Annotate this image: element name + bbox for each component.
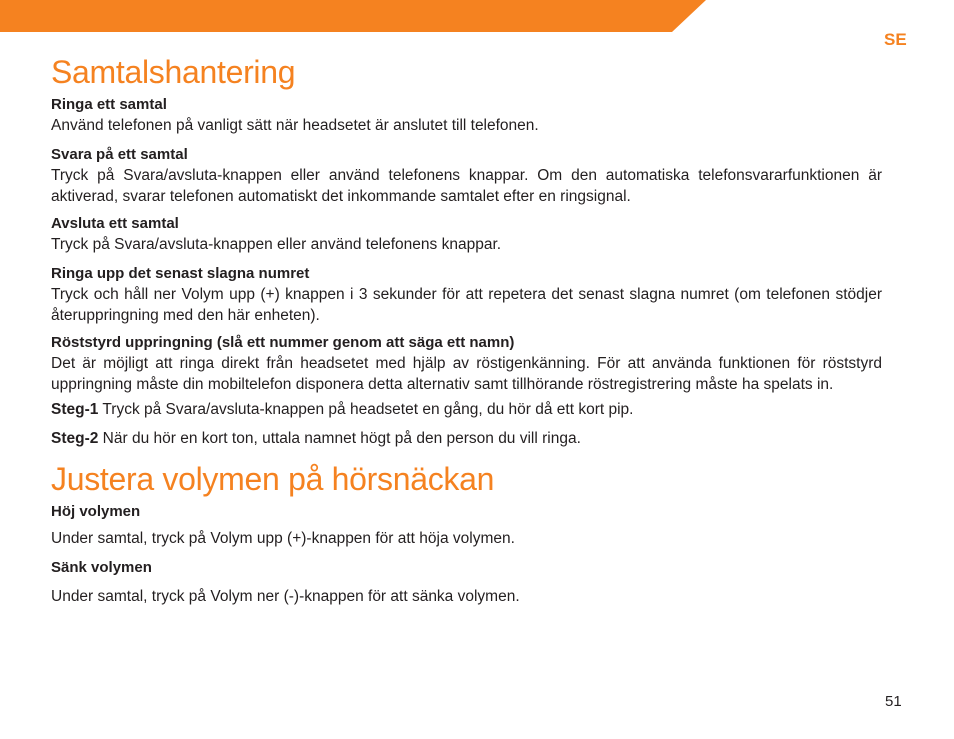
item-heading: Höj volymen — [51, 503, 141, 520]
item-heading: Avsluta ett samtal — [51, 215, 179, 232]
item-text: Under samtal, tryck på Volym ner (-)-knappen för att sänka volymen. — [51, 588, 520, 605]
item-heading: Ringa ett samtal — [51, 96, 167, 113]
item-volume-up — [51, 501, 882, 549]
page-number: 51 — [885, 693, 902, 710]
step-text: Tryck på Svara/avsluta-knappen på headsetet en gång, du hör då ett kort pip. — [98, 401, 634, 418]
step-label: Steg-1 — [51, 401, 99, 418]
item-text: Det är möjligt att ringa direkt från headsetet med hjälp av röstigenkänning. För att använda funktionen för röststyrd uppringning måste din mobiltelefon disponera detta alternativ samt tillhörande röstregistrering måste ha spelats in. — [51, 355, 882, 393]
item-heading: Svara på ett samtal — [51, 146, 188, 163]
item-heading: Ringa upp det senast slagna numret — [51, 265, 310, 282]
section-title-volume: Justera volymen på hörsnäckan — [51, 461, 495, 497]
item-text: Tryck och håll ner Volym upp (+) knappen i 3 sekunder för att repetera det senast slagna numret (om telefonen stödjer återuppringning med den här enheten). — [51, 286, 882, 324]
step-1 — [51, 399, 882, 420]
item-text: Tryck på Svara/avsluta-knappen eller använd telefonens knappar. Om den automatiska telefonsvararfunktionen är aktiverad, svarar telefonen automatiskt det inkommande samtalet efter en ringsignal. — [51, 167, 882, 205]
item-text: Tryck på Svara/avsluta-knappen eller använd telefonens knappar. — [51, 236, 502, 253]
item-answer-call — [51, 144, 882, 207]
item-text: Använd telefonen på vanligt sätt när headsetet är anslutet till telefonen. — [51, 117, 539, 134]
section-title-call-handling: Samtalshantering — [51, 54, 296, 90]
header-accent-bar — [0, 0, 706, 32]
step-2 — [51, 428, 882, 449]
item-text: Under samtal, tryck på Volym upp (+)-knappen för att höja volymen. — [51, 530, 515, 547]
item-heading: Sänk volymen — [51, 559, 152, 576]
language-code: SE — [884, 30, 907, 49]
page-content — [51, 54, 882, 613]
item-make-call — [51, 94, 882, 136]
item-redial — [51, 263, 882, 326]
step-text: När du hör en kort ton, uttala namnet högt på den person du vill ringa. — [98, 430, 581, 447]
step-label: Steg-2 — [51, 430, 99, 447]
item-end-call — [51, 213, 882, 255]
header-accent-shape — [0, 0, 706, 32]
item-voice-dialing — [51, 332, 882, 395]
item-heading: Röststyrd uppringning (slå ett nummer genom att säga ett namn) — [51, 334, 515, 351]
item-volume-down — [51, 557, 882, 607]
